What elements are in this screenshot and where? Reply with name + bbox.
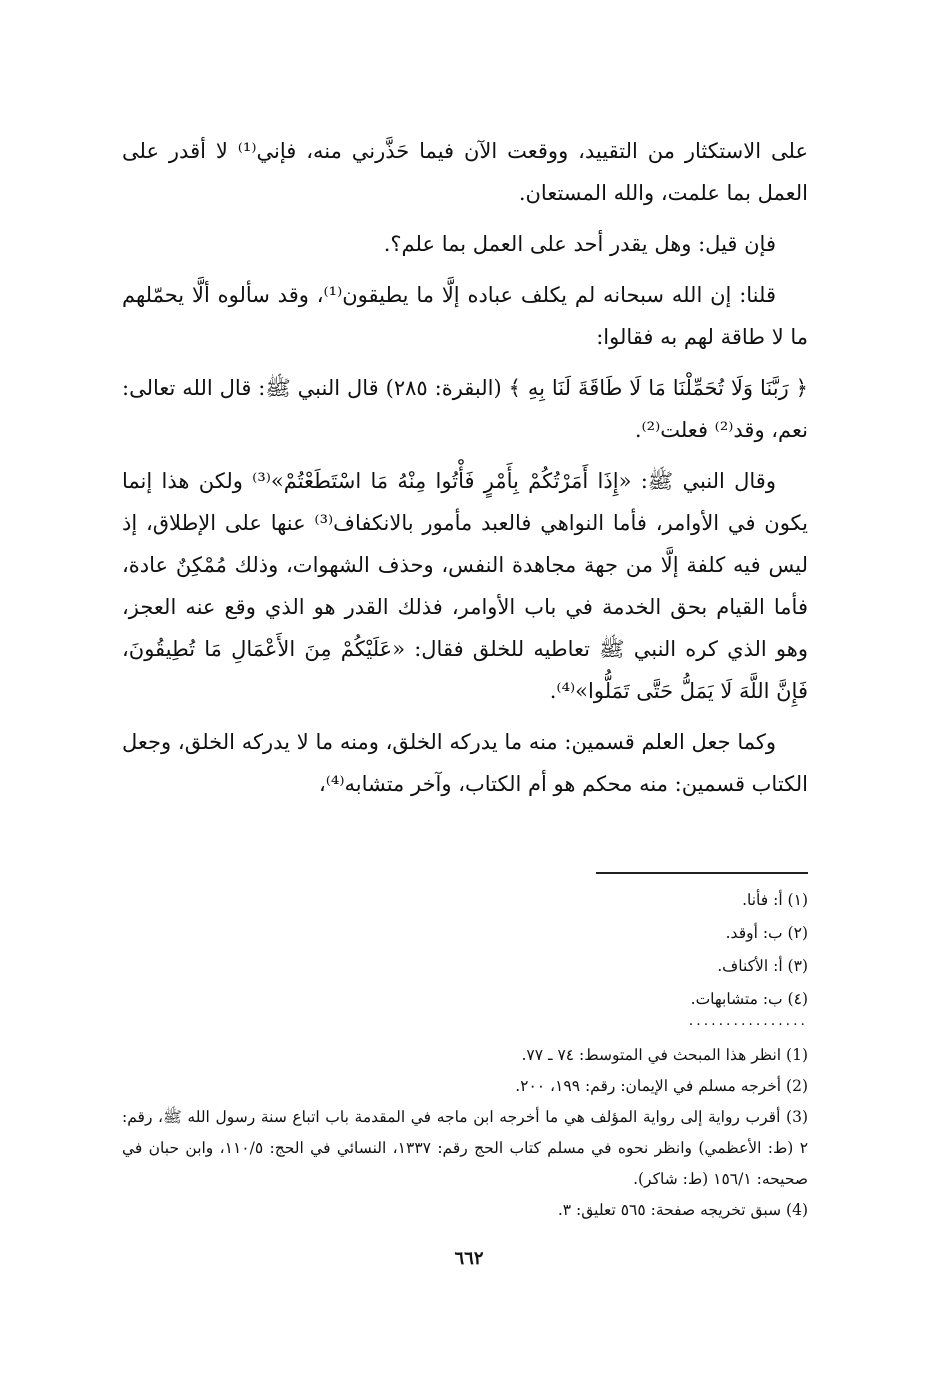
variant-note-3: (٣) أ: الأكناف. <box>717 957 808 975</box>
source-note-4: (4) سبق تخريجه صفحة: ٥٦٥ تعليق: ٣. <box>557 1201 808 1219</box>
source-note-1: (1) انظر هذا المبحث في المتوسط: ٧٤ ـ ٧٧. <box>521 1046 808 1064</box>
variant-note-1: (١) أ: فأنا. <box>742 891 808 909</box>
source-note-2: (2) أخرجه مسلم في الإيمان: رقم: ١٩٩، ٢٠٠. <box>515 1077 808 1095</box>
source-footnotes <box>122 1040 808 1226</box>
footnote-divider <box>596 872 808 874</box>
page-number: ٦٦٢ <box>454 1248 484 1269</box>
variant-footnotes <box>122 884 808 1016</box>
paragraph-5: وقال النبي ﷺ: «إِذَا أَمَرْتُكُمْ بِأَمْرٍ فَأْتُوا مِنْهُ مَا اسْتَطَعْتُمْ»⁽³⁾ ولكن هذا إنما يكون في الأوامر، فأما النواهي فالعبد مأمور بالانكفاف⁽³⁾ عنها على الإطلاق، إذ ليس فيه كلفة إلَّا من جهة مجاهدة النفس، وحذف الشهوات، وذلك مُمْكِنٌ عادة، فأما القيام بحق الخدمة في باب الأوامر، فذلك القدر هو الذي وقع عنه العجز، وهو الذي كره النبي ﷺ تعاطيه للخلق فقال: «عَلَيْكُمْ مِنَ الأَعْمَالِ مَا تُطِيقُونَ، فَإِنَّ اللَّهَ لَا يَمَلُّ حَتَّى تَمَلُّوا»⁽⁴⁾. <box>122 469 808 703</box>
paragraph-6: وكما جعل العلم قسمين: منه ما يدركه الخلق، ومنه ما لا يدركه الخلق، وجعل الكتاب قسمين: منه محكم هو أم الكتاب، وآخر متشابه⁽⁴⁾، <box>122 730 808 796</box>
paragraph-3: قلنا: إن الله سبحانه لم يكلف عباده إلَّا ما يطيقون⁽¹⁾، وقد سألوه ألَّا يحمّلهم ما لا طاقة لهم به فقالوا: <box>122 283 808 349</box>
dotted-separator: ................ <box>688 1013 808 1029</box>
main-text <box>122 130 808 814</box>
paragraph-2: فإن قيل: وهل يقدر أحد على العمل بما علم؟. <box>383 232 776 256</box>
paragraph-4-quran-verse: ﴿ رَبَّنَا وَلَا تُحَمِّلْنَا مَا لَا طَاقَةَ لَنَا بِهِ ﴾ (البقرة: ٢٨٥) قال النبي ﷺ: قال الله تعالى: نعم، وقد⁽²⁾ فعلت⁽²⁾. <box>122 376 808 442</box>
variant-note-4: (٤) ب: متشابهات. <box>690 990 808 1008</box>
source-note-3: (3) أقرب رواية إلى رواية المؤلف هي ما أخرجه ابن ماجه في المقدمة باب اتباع سنة رسول الله ﷺ، رقم: ٢ (ط: الأعظمي) وانظر نحوه في مسلم كتاب الحج رقم: ١٣٣٧، النسائي في الحج: ١١٠/٥، وابن حبان في صحيحه: ١٥٦/١ (ط: شاكر). <box>122 1108 809 1188</box>
paragraph-1: على الاستكثار من التقييد، ووقعت الآن فيما حَذَّرني منه، فإني⁽¹⁾ لا أقدر على العمل بما علمت، والله المستعان. <box>122 139 808 205</box>
variant-note-2: (٢) ب: أوقد. <box>725 924 808 942</box>
